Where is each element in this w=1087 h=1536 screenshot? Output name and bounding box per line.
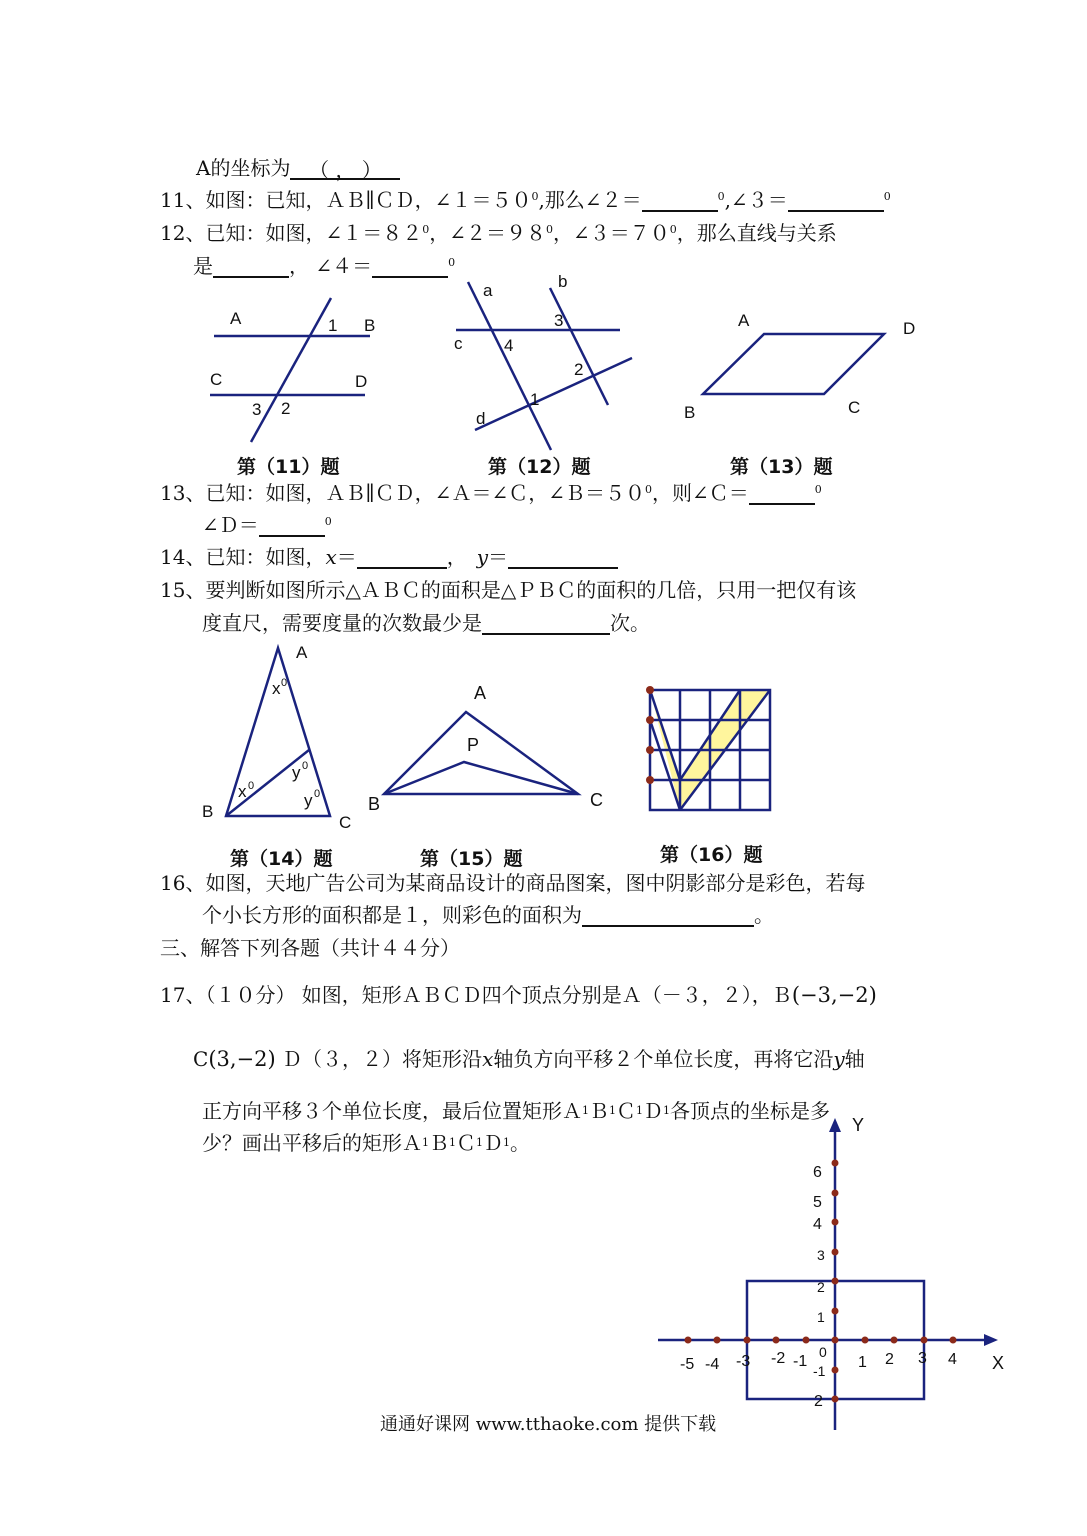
label-15-b: B	[368, 794, 381, 814]
origin-label: 0	[819, 1344, 827, 1360]
label-14-y-mid-deg: 0	[302, 760, 309, 772]
label-11-d: D	[355, 372, 368, 391]
section-3-heading: 三、解答下列各题（共计４４分）	[160, 936, 460, 960]
figure-13	[703, 334, 884, 394]
parallelogram-abcd	[703, 334, 884, 394]
x-axis-arrow	[984, 1334, 998, 1346]
blank-angle-d[interactable]	[259, 515, 325, 537]
question-12: 12、已知：如图，$\angle 1=82^0$，$\angle 2=98^0$，$\angle 3=70^0$，那么直线与关系	[160, 221, 837, 245]
label-11-c: C	[210, 370, 223, 389]
question-16-cont: 个小长方形的面积都是１，则彩色的面积为 。	[202, 903, 774, 927]
blank-x[interactable]	[357, 547, 447, 569]
x-tick-label: 4	[948, 1351, 957, 1368]
caption-16: 第（16）题	[660, 844, 763, 866]
line-a-coord: A的坐标为 （ ， ）	[196, 156, 400, 180]
question-17-cont: C(3,−2) Ｄ（３，２）将矩形沿x轴负方向平移２个单位长度，再将它沿y轴	[193, 1047, 865, 1071]
label-11-2: 2	[281, 399, 291, 418]
x-tick-label: 1	[858, 1354, 867, 1371]
label-11-1: 1	[328, 316, 338, 335]
figure-13-labels	[684, 311, 915, 422]
question-12-cont: 是 ， ∠４＝ $^0$	[193, 254, 456, 278]
label-12-a: a	[483, 281, 493, 300]
label-13-a: A	[738, 311, 750, 330]
line-b	[550, 288, 608, 405]
label-14-y-low-deg: 0	[314, 788, 321, 800]
y-tick-label: 5	[813, 1194, 822, 1211]
line-d	[475, 358, 632, 430]
label-14-c: C	[339, 813, 352, 832]
question-16: 16、如图，天地广告公司为某商品设计的商品图案，图中阴影部分是彩色，若每	[160, 871, 866, 895]
y-axis-label: Y	[852, 1115, 865, 1135]
label-13-c: C	[848, 398, 861, 417]
label-13-b: B	[684, 403, 696, 422]
label-15-c: C	[590, 790, 603, 810]
label-11-a: A	[230, 309, 242, 328]
footer-credit: 通通好课网 www.tthaoke.com 提供下载	[380, 1414, 717, 1435]
question-13: 13、已知：如图，ＡＢ∥ＣＤ，∠Ａ＝∠Ｃ，$\angle B=50^0$，则∠Ｃ＝ $^0$	[160, 481, 822, 505]
label-15-p: P	[467, 735, 480, 755]
question-15-cont: 度直尺，需要度量的次数最少是 次。	[202, 611, 650, 635]
caption-15: 第（15）题	[420, 848, 523, 870]
figure-11-labels	[210, 309, 375, 419]
x-tick-label: -2	[771, 1350, 786, 1367]
question-17-cont3: 少？画出平移后的矩形Ａ1Ｂ1Ｃ1Ｄ1。	[202, 1131, 530, 1155]
question-14: 14、已知：如图，x＝ ， y＝	[160, 545, 618, 569]
y-tick-label: 2	[817, 1279, 825, 1295]
x-tick-label: -4	[705, 1356, 720, 1373]
blank-area[interactable]	[582, 905, 754, 927]
y-tick-label: -1	[813, 1363, 826, 1379]
x-axis-label: X	[992, 1353, 1005, 1373]
question-15: 15、要判断如图所示△ＡＢＣ的面积是△ＰＢＣ的面积的几倍，只用一把仅有该	[160, 578, 857, 602]
label-14-x-low-deg: 0	[248, 780, 255, 792]
y-axis-arrow	[829, 1118, 841, 1132]
blank-a-coord[interactable]: （ ， ）	[290, 158, 400, 180]
label-11-b: B	[364, 316, 376, 335]
label-14-a: A	[296, 643, 308, 662]
label-14-x-low: x	[238, 782, 247, 801]
caption-12: 第（12）题	[488, 456, 591, 478]
label-12-4: 4	[504, 336, 514, 355]
label-12-b: b	[558, 272, 568, 291]
transversal-11	[251, 298, 331, 442]
label-11-3: 3	[252, 400, 262, 419]
y-tick-label: 1	[817, 1309, 825, 1325]
label-12-2: 2	[574, 360, 584, 379]
y-tick-label: 2	[814, 1393, 823, 1410]
question-13-cont: ∠Ｄ＝ $^0$	[202, 513, 332, 537]
label-12-3: 3	[554, 311, 564, 330]
question-17: 17、（１０分） 如图，矩形ＡＢＣＤ四个顶点分别是Ａ（－３，２），Ｂ(−3,−2)	[160, 983, 877, 1007]
caption-11: 第（11）题	[237, 456, 340, 478]
x-tick-label: -3	[736, 1353, 751, 1370]
x-tick-label: 3	[918, 1350, 927, 1367]
label-13-d: D	[903, 319, 916, 338]
x-tick-label: -1	[793, 1353, 808, 1370]
y-tick-label: 6	[813, 1164, 822, 1181]
label-14-x-top: x	[272, 679, 281, 698]
caption-14: 第（14）题	[230, 848, 333, 870]
label-12-1: 1	[530, 390, 540, 409]
blank-y[interactable]	[508, 547, 618, 569]
y-tick-label: 3	[817, 1247, 825, 1263]
x-tick-label: 2	[885, 1351, 894, 1368]
caption-13: 第（13）题	[730, 456, 833, 478]
x-tick-label: -5	[680, 1356, 695, 1373]
figure-14-labels	[202, 643, 351, 832]
axis-labels	[680, 1115, 1004, 1410]
label-12-d: d	[476, 409, 486, 428]
label-12-c: c	[454, 334, 463, 353]
blank-angle-c[interactable]	[749, 483, 815, 505]
question-17-cont2: 正方向平移３个单位长度，最后位置矩形Ａ1Ｂ1Ｃ1Ｄ1各顶点的坐标是多	[202, 1099, 830, 1123]
question-11: 11、如图：已知，ＡＢ∥ＣＤ，$\angle 1=50^0$,那么∠２＝ $^0$,∠３＝ $^0$	[160, 188, 891, 212]
label-14-x-top-deg: 0	[281, 677, 288, 689]
label-14-y-mid: y	[292, 763, 301, 782]
figure-16	[646, 686, 770, 810]
y-tick-label: 4	[813, 1216, 822, 1233]
blank-count[interactable]	[482, 613, 610, 635]
figure-15	[384, 712, 578, 794]
label-14-b: B	[202, 802, 214, 821]
label-14-y-low: y	[304, 791, 313, 810]
label-15-a: A	[474, 683, 487, 703]
triangle-pbc-15	[384, 762, 578, 794]
coordinate-plane	[658, 1115, 1004, 1430]
